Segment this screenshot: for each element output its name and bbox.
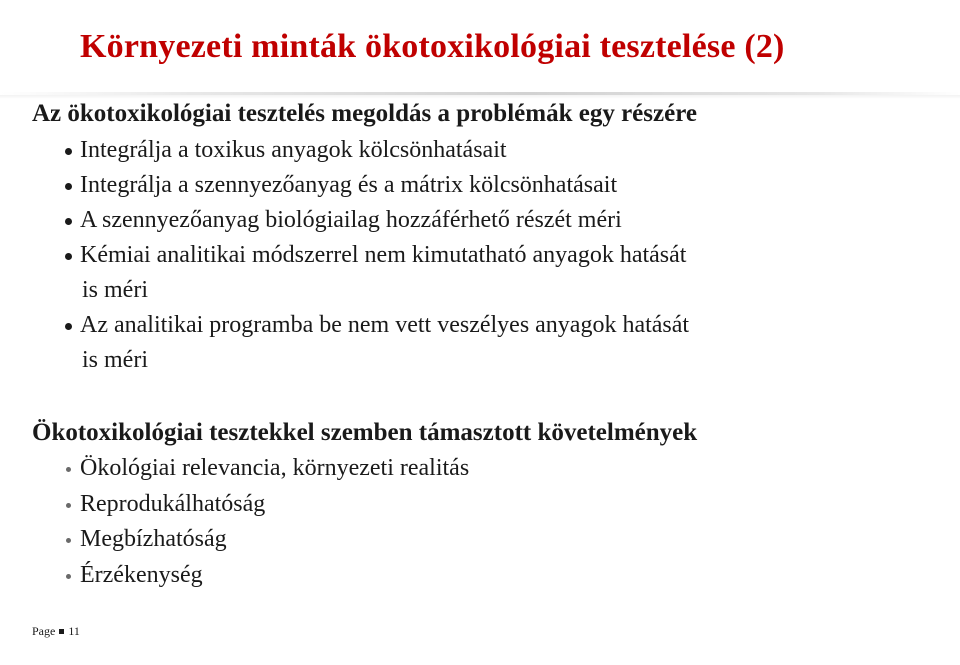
list-item xyxy=(58,308,689,378)
list-item-text: Integrálja a szennyezőanyag és a mátrix kölcsönhatásait xyxy=(80,172,618,198)
list-item xyxy=(58,238,689,308)
bullet-icon xyxy=(66,503,71,508)
page-number: 11 xyxy=(68,624,80,638)
list-item-continuation: is méri xyxy=(82,347,148,373)
page-footer xyxy=(32,624,80,639)
list-item xyxy=(58,487,469,523)
list-item xyxy=(58,558,469,594)
slide-title: Környezeti minták ökotoxikológiai tesztelése (2) xyxy=(80,28,785,65)
list-item-text: Kémiai analitikai módszerrel nem kimutatható anyagok hatását xyxy=(80,242,687,268)
list-item-continuation: is méri xyxy=(82,277,148,303)
list-item xyxy=(58,168,689,203)
section-heading-solution: Az ökotoxikológiai tesztelés megoldás a problémák egy részére xyxy=(32,100,697,127)
bullet-icon xyxy=(65,323,72,330)
list-item xyxy=(58,203,689,238)
section-heading-requirements: Ökotoxikológiai tesztekkel szemben támasztott követelmények xyxy=(32,419,698,446)
list-item xyxy=(58,133,689,168)
list-item-text: Érzékenység xyxy=(80,561,203,588)
title-divider-shadow xyxy=(0,95,960,99)
list-item xyxy=(58,451,469,487)
bullet-icon xyxy=(65,218,72,225)
list-item-text: Integrálja a toxikus anyagok kölcsönhatásait xyxy=(80,137,507,163)
list-item xyxy=(58,522,469,558)
bullet-icon xyxy=(66,467,71,472)
list-item-text: A szennyezőanyag biológiailag hozzáférhető részét méri xyxy=(80,207,622,233)
separator-square-icon xyxy=(59,629,64,634)
requirements-list xyxy=(58,451,469,593)
bullet-icon xyxy=(66,538,71,543)
solution-list xyxy=(58,133,689,378)
list-item-text: Megbízhatóság xyxy=(80,526,227,552)
list-item-text: Ökológiai relevancia, környezeti realitás xyxy=(80,455,470,481)
list-item-text: Az analitikai programba be nem vett veszélyes anyagok hatását xyxy=(80,312,690,338)
bullet-icon xyxy=(66,574,71,579)
bullet-icon xyxy=(65,253,72,260)
page-label: Page xyxy=(32,624,56,638)
bullet-icon xyxy=(65,148,72,155)
list-item-text: Reprodukálhatóság xyxy=(80,490,266,517)
bullet-icon xyxy=(65,183,72,190)
